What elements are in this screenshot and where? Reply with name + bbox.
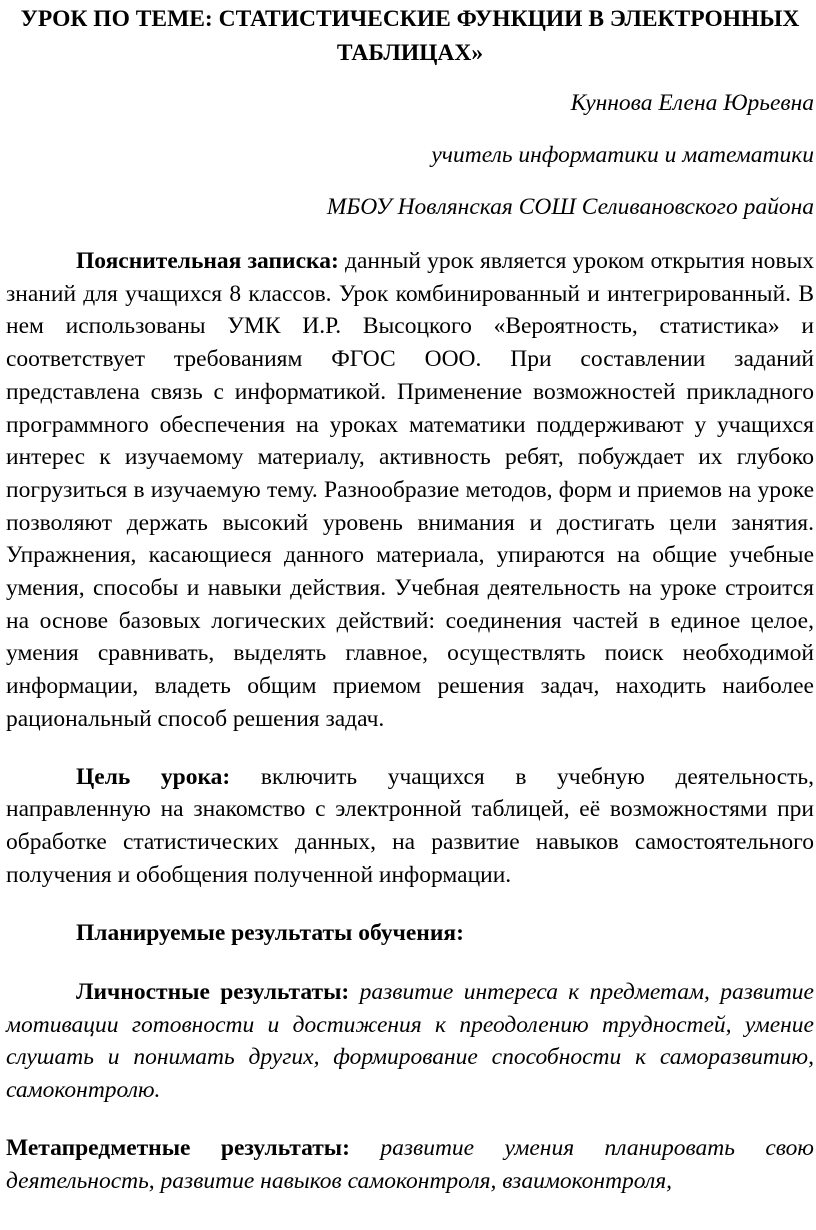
author-school: МБОУ Новлянская СОШ Селивановского района	[326, 194, 814, 220]
personal-results-paragraph	[6, 976, 814, 1107]
explanatory-note-label: Пояснительная записка:	[76, 248, 339, 274]
metasubject-results-paragraph	[6, 1132, 814, 1197]
metasubject-results-text: развитие умения планировать свою деятельность, развитие навыков самоконтроля, взаимоконтроля,	[6, 1134, 814, 1194]
explanatory-note-paragraph	[6, 245, 814, 736]
planned-results-heading: Планируемые результаты обучения:	[76, 920, 464, 947]
lesson-goal-paragraph	[6, 761, 814, 892]
metasubject-results-label: Метапредметные результаты:	[6, 1134, 350, 1161]
author-name: Куннова Елена Юрьевна	[570, 90, 814, 116]
document-title: УРОК ПО ТЕМЕ: СТАТИСТИЧЕСКИЕ ФУНКЦИИ В ЭЛЕКТРОННЫХ ТАБЛИЦАХ»	[20, 6, 800, 66]
lesson-goal-label: Цель урока:	[76, 763, 231, 790]
personal-results-text: развитие интереса к предметам, развитие мотивации готовности и достижения к преодолению трудностей, умение слушать и понимать других, формирование способности к саморазвитию, самоконтролю.	[6, 979, 814, 1104]
author-position: учитель информатики и математики	[431, 142, 814, 168]
document-page	[6, 0, 814, 1197]
lesson-goal-text: включить учащихся в учебную деятельность, направленную на знакомство с электронной таблицей, её возможностями при обработке статистических данных, на развитие навыков самостоятельного получения и обобщения полученной информации.	[6, 763, 814, 888]
personal-results-label: Личностные результаты:	[76, 979, 350, 1006]
explanatory-note-text: данный урок является уроком открытия новых знаний для учащихся 8 классов. Урок комбинированный и интегрированный. В нем использованы УМК И.Р. Высоцкого «Вероятность, статистика» и соответствует требованиям ФГОС ООО. При составлении заданий представлена связь с информатикой. Применение возможностей прикладного программного обеспечения на уроках математики поддерживают у учащихся интерес к изучаемому материалу, активность ребят, побуждает их глубоко погрузиться в изучаемую тему. Разнообразие методов, форм и приемов на уроке позволяют держать высокий уровень внимания и достигать цели занятия. Упражнения, касающиеся данного материала, упираются на общие учебные умения, способы и навыки действия. Учебная деятельность на уроке строится на основе базовых логических действий: соединения частей в единое целое, умения сравнивать, выделять главное, осуществлять поиск необходимой информации, владеть общим приемом решения задач, находить наиболее рациональный способ решения задач.	[6, 248, 814, 732]
